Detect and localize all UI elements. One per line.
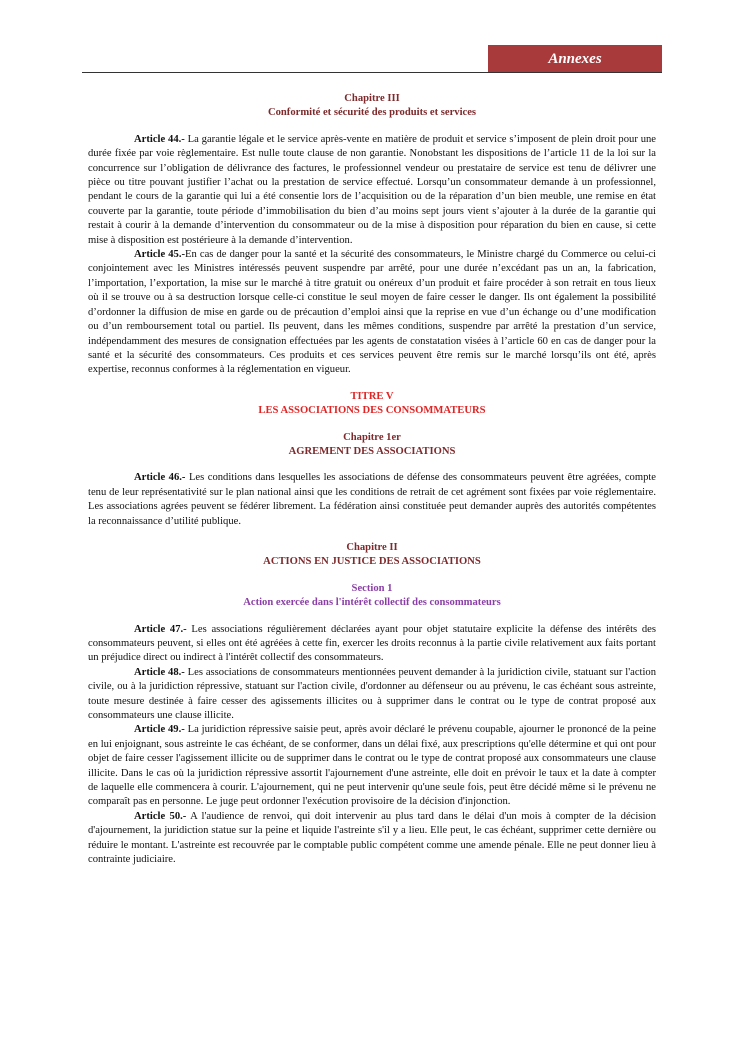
chapter1-title: Chapitre 1er [343, 431, 401, 443]
chapter3-title: Chapitre III [344, 93, 400, 104]
titre5-title: TITRE V [350, 390, 394, 402]
article-48 [88, 666, 656, 724]
article-47 [88, 623, 656, 666]
article-44-label: Article 44.- [134, 133, 185, 145]
article-44-text: La garantie légale et le service après-vente en matière de produit et service s’imposent de plein droit pour une durée fixée par voie règlementaire. Est nulle toute clause de non garantie. Nonobstant les dispositions de l’article 11 de la loi sur la concurrence sur l’obligation de délivrance des factures, le professionnel vendeur ou prestataire de service est tenu de délivrer une pièce ou titre pouvant justifier l’achat ou la prestation de service effectué. Lorsqu’un consommateur demande à un professionnel, pendant le cours de la garantie qui lui a été consentie lors de l’acquisition ou de la réparation d’un bien meuble, une remise en état couverte par la garantie, toute période d’immobilisation du bien d’au moins sept jours vient s’ajouter à la durée de la garantie qui restait à courir à la demande d’intervention du consommateur ou de la mise à disposition pour réparation du bien en cause, si cette mise à disposition est postérieure à la demande d’intervention. [88, 133, 656, 246]
article-50 [88, 810, 656, 868]
article-47-text: Les associations régulièrement déclarées ayant pour objet statutaire explicite la défense des intérêts des consommateurs peuvent, si elles ont été agréées à cette fin, exercer les droits reconnus à la partie civile relativement aux faits portant un préjudice direct ou indirect à l'intérêt collectif des consommateurs. [88, 623, 656, 664]
titre5-subtitle: LES ASSOCIATIONS DES CONSOMMATEURS [258, 405, 486, 417]
article-49-label: Article 49.- [134, 724, 185, 736]
article-47-label: Article 47.- [134, 623, 187, 635]
article-46-text: Les conditions dans lesquelles les associations de défense des consommateurs peuvent être agréées, compte tenu de leur représentativité sur le plan national ainsi que les conditions de retrait de cet agrément sont fixées par voie réglementaire. Les associations agrées peuvent se fédérer librement. La fédération ainsi constituée peut demander auprès des autorités compétentes la reconnaissance d’utilité publique. [88, 472, 657, 527]
article-45-text: En cas de danger pour la santé et la sécurité des consommateurs, le Ministre chargé du Commerce ou celui-ci conjointement avec les Ministres intéressés peuvent suspendre par arrêté, pour une durée n’excédant pas un an, la fabrication, l’importation, l’exportation, la mise sur le marché à titre gratuit ou onéreux d’un produit et faire procéder à son retrait en tous lieux où il se trouve ou à sa destruction lorsque celle-ci constitue le seul moyen de faire cesser le danger. Ils ont également la possibilité d’ordonner la diffusion de mise en garde ou de précaution d’emploi ainsi que la reprise en vue d’un échange ou d’une modification ou d’un remboursement total ou partiel. Ils peuvent, dans les mêmes conditions, suspendre par arrêté la prestation d’un service, indépendamment des mesures de consignation effectuées par les agents de constatation visées à l’article 60 en cas de danger pour la santé et la sécurité des consommateurs. Ces produits et ces services peuvent être remis sur le marché lorsqu’ils ont été, après expertise, reconnus conformes à la réglementation en vigueur. [88, 249, 656, 376]
article-49-text: La juridiction répressive saisie peut, après avoir déclaré le prévenu coupable, ajourner le prononcé de la peine en lui enjoignant, sous astreinte le cas échéant, de se conformer, dans un délai fixé, aux prescriptions qu'elle détermine et qui ont pour objet de faire cesser l'agissement illicite ou de supprimer dans le contrat ou le type de contrat proposé aux consommateurs une clause illicite. Dans le cas où la juridiction répressive assortit l'ajournement d'une astreinte, elle doit en prévoir le taux et la date à compter de laquelle elle commencera à courir. L'ajournement, qui ne peut intervenir qu'une seule fois, peut être décidé même si le prévenu ne comparaît pas en personne. Le juge peut ordonner l'exécution provisoire de la décision d'injonction. [88, 724, 656, 808]
article-45 [88, 248, 656, 378]
annexes-tab: Annexes [488, 45, 662, 73]
chapter3-subtitle: Conformité et sécurité des produits et services [267, 107, 477, 119]
article-48-text: Les associations de consommateurs mentionnées peuvent demander à la juridiction civile, statuant sur l'action civile, ou à la juridiction répressive, statuant sur l'action civile, d'ordonner au défenseur ou au prévenu, le cas échéant sous astreinte, toute mesure destinée à faire cesser des agissements illicites ou à supprimer dans le contrat ou le type de contrat proposé aux consommateurs une clause illicite. [88, 666, 656, 722]
chapter2-title: Chapitre II [346, 541, 398, 553]
section1-title: Section 1 [351, 582, 393, 594]
article-46-label: Article 46.- [134, 472, 186, 484]
article-49 [88, 723, 656, 809]
article-45-label: Article 45.- [134, 249, 186, 261]
article-50-text: A l'audience de renvoi, qui doit intervenir au plus tard dans le délai d'un mois à compter de la décision d'ajournement, la juridiction statue sur la peine et liquide l'astreinte s'il y a lieu. Elle peut, le cas échéant, supprimer cette dernière ou réduire le montant. L'astreinte est recouvrée par le comptable public compétent comme une amende pénale. Elle ne peut donner lieu à contrainte judiciaire. [88, 810, 656, 866]
chapter2-subtitle: ACTIONS EN JUSTICE DES ASSOCIATIONS [263, 556, 481, 568]
article-48-label: Article 48.- [134, 666, 185, 678]
chapter1-subtitle: AGREMENT DES ASSOCIATIONS [288, 445, 456, 457]
section1-subtitle: Action exercée dans l'intérêt collectif des consommateurs [243, 597, 501, 609]
article-46 [88, 471, 656, 529]
header-rule [82, 72, 662, 73]
page-body [88, 92, 656, 868]
article-44 [88, 133, 656, 248]
article-50-label: Article 50.- [134, 810, 187, 822]
